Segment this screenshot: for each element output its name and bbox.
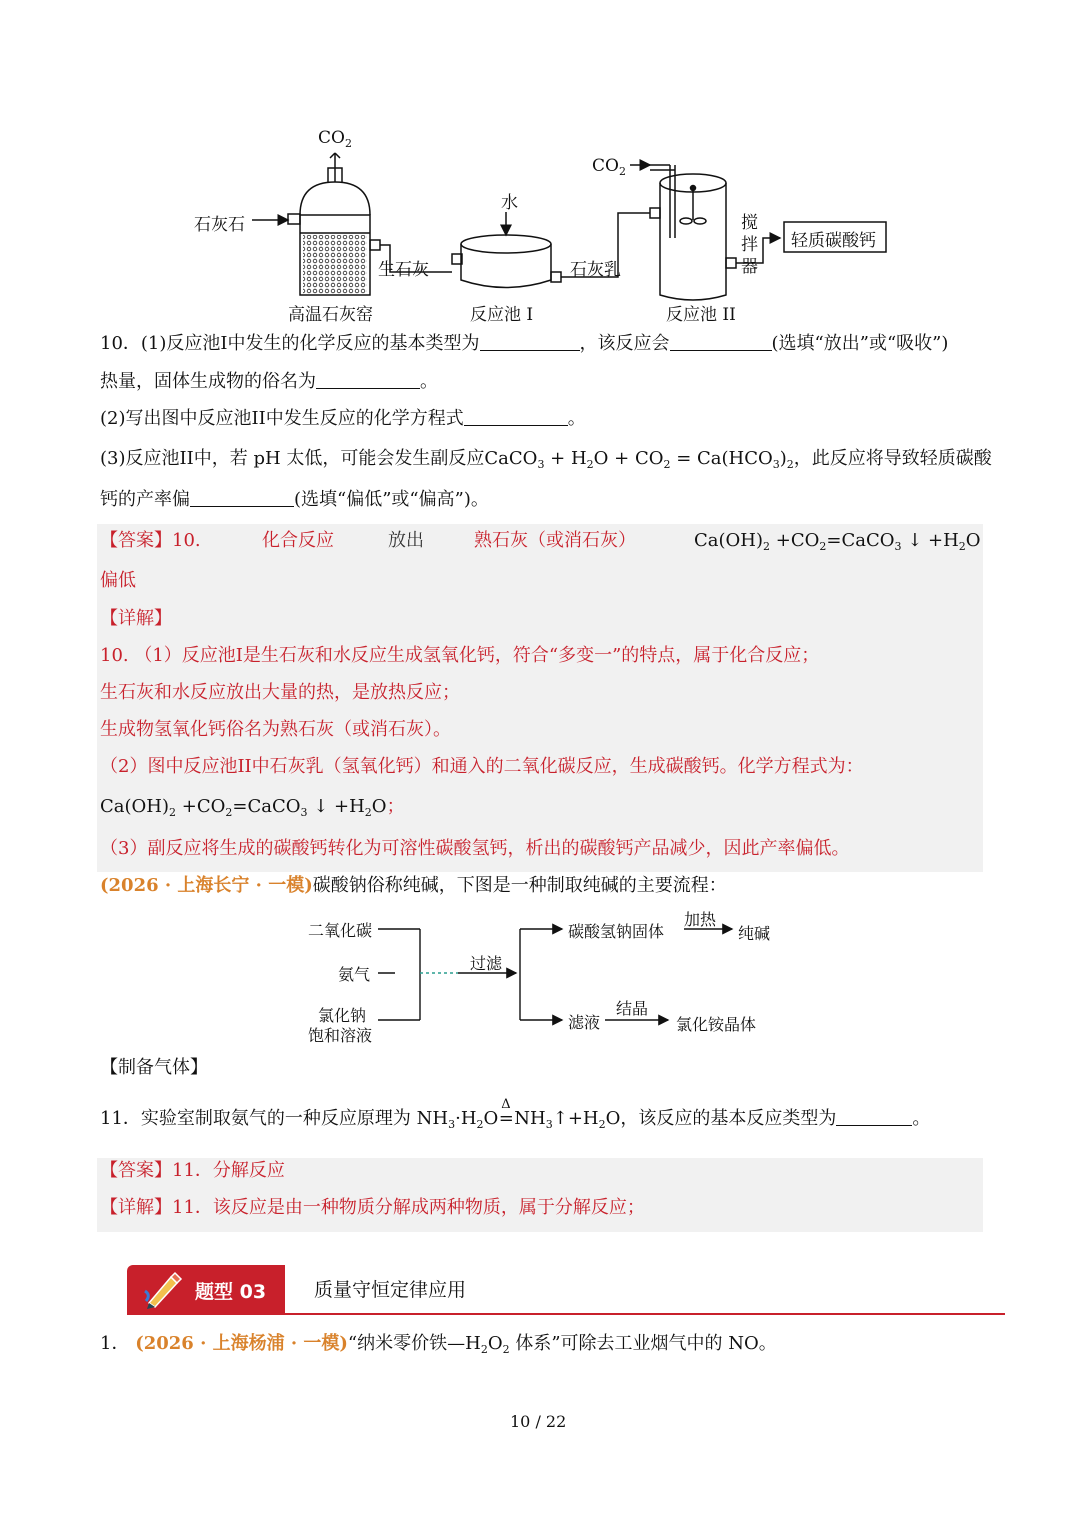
answer10-detail-1: 10. （1）反应池I是生石灰和水反应生成氢氧化钙，符合“多变一”的特点，属于化合反应； [100, 645, 820, 666]
answer10-label: 【答案】10. [100, 530, 201, 551]
flow-nacl-2: 饱和溶液 [308, 1026, 373, 1045]
stirrer-label: 搅 拌 器 [741, 213, 758, 277]
answer10-a1: 化合反应 [262, 530, 334, 551]
q10-line1: 10．(1)反应池I中发生的化学反应的基本类型为 ，该反应会 (选填“放出”或“吸收”) [100, 333, 949, 354]
answer10-detail-5: $Ca(OH)_2$ $+CO_2=CaCO_3$ ↓ $+H_2O$； [100, 796, 405, 819]
section-banner-tag-text: 题型 03 [195, 1281, 267, 1303]
flow-filtrate: 滤液 [568, 1013, 601, 1032]
q11-line: 11．实验室制取氨气的一种反应原理为 $NH_3\cdot H_2O$ Δ $=NH_3↑+H_2O$，该反应的基本反应类型为 。 [100, 1097, 931, 1131]
flow-heat: 加热 [684, 910, 717, 929]
section-gas-heading: 【制备气体】 [100, 1057, 208, 1078]
flow-filter: 过滤 [470, 954, 503, 973]
q11-equation: $NH_3\cdot H_2O$ Δ $=NH_3↑+H_2O$ [416, 1097, 621, 1131]
flow-nh4cl: 氯化铵晶体 [676, 1015, 757, 1034]
limestone-label: 石灰石 [194, 215, 245, 235]
pool2-shape [650, 165, 736, 300]
answer10-a2: 放出 [388, 530, 424, 551]
section-banner-rule [285, 1313, 1005, 1315]
pool1-label: 反应池 I [470, 305, 534, 325]
page-number: 10 / 22 [510, 1412, 567, 1431]
water-label: 水 [501, 193, 518, 213]
intro-line: (2026 · 上海长宁 · 一模)碳酸钠俗称纯碱，下图是一种制取纯碱的主要流程： [100, 875, 727, 896]
answer10-a3: 熟石灰（或消石灰） [474, 530, 636, 551]
answer10-detail-3: 生成物氢氧化钙俗名为熟石灰（或消石灰）。 [100, 719, 451, 740]
answer10-detail-2: 生石灰和水反应放出大量的热，是放热反应； [100, 682, 460, 703]
flow-co2: 二氧化碳 [308, 921, 373, 940]
process-diagram-svg [180, 120, 900, 330]
process-diagram [180, 120, 900, 330]
intro-source: (2026 · 上海长宁 · 一模) [100, 875, 313, 896]
flow-nh3: 氨气 [338, 965, 371, 984]
section-banner-tag [127, 1265, 285, 1315]
answer10-detail-4: （2）图中反应池II中石灰乳（氢氧化钙）和通入的二氧化碳反应，生成碳酸钙。化学方程式为： [100, 756, 864, 777]
kiln-shape [288, 153, 380, 295]
q10-line5: 钙的产率偏 (选填“偏低”或“偏高”)。 [100, 489, 489, 510]
answer10-detail-label: 【详解】 [100, 608, 172, 629]
quicklime-label: 生石灰 [378, 260, 429, 280]
pencil-icon [143, 1271, 183, 1309]
product-label: 轻质碳酸钙 [791, 231, 876, 251]
q1-source: (2026 · 上海杨浦 · 一模) [135, 1333, 348, 1354]
lime-milk-label: 石灰乳 [570, 260, 621, 280]
kiln-label: 高温石灰窑 [288, 305, 373, 325]
section-banner-title: 质量守恒定律应用 [314, 1279, 467, 1301]
flow-soda: 纯碱 [738, 924, 771, 943]
flow-crystal: 结晶 [616, 999, 649, 1018]
answer10-equation: $Ca(OH)_2$ $+CO_2=CaCO_3$ ↓ $+H_2O$ [694, 530, 981, 553]
soda-flow-diagram [300, 905, 790, 1050]
answer11-detail: 【详解】11．该反应是由一种物质分解成两种物质，属于分解反应； [100, 1197, 645, 1218]
q10-line4: (3)反应池II中，若 pH 太低，可能会发生副反应CaCO$_3$ + $H_2O + CO_2 = Ca(HCO_3)_2$，此反应将导致轻质碳酸 [100, 448, 992, 471]
answer11-answer: 【答案】11．分解反应 [100, 1160, 285, 1181]
flow-nahco3: 碳酸氢钠固体 [568, 922, 665, 941]
q1-line: 1． (2026 · 上海杨浦 · 一模)“纳米零价铁$—H_2O_2$ 体系”可除去工业烟气中的 NO。 [100, 1333, 777, 1356]
answer10-detail-6: （3）副反应将生成的碳酸钙转化为可溶性碳酸氢钙，析出的碳酸钙产品减少，因此产率偏低。 [100, 838, 850, 859]
flow-nacl-1: 氯化钠 [318, 1006, 367, 1025]
q10-line3: (2)写出图中反应池II中发生反应的化学方程式 。 [100, 408, 586, 429]
pool2-label: 反应池 II [666, 305, 736, 325]
pool1-shape [461, 235, 561, 288]
answer10-a5: 偏低 [100, 570, 136, 591]
co2-right-label: $CO_2$ [592, 156, 626, 178]
q10-line2: 热量，固体生成物的俗名为 。 [100, 371, 438, 392]
side-reaction-equation: CaCO$_3$ + $H_2O + CO_2 = Ca(HCO_3)_2$ [484, 448, 794, 471]
co2-top-label: $CO_2$ [318, 128, 352, 150]
